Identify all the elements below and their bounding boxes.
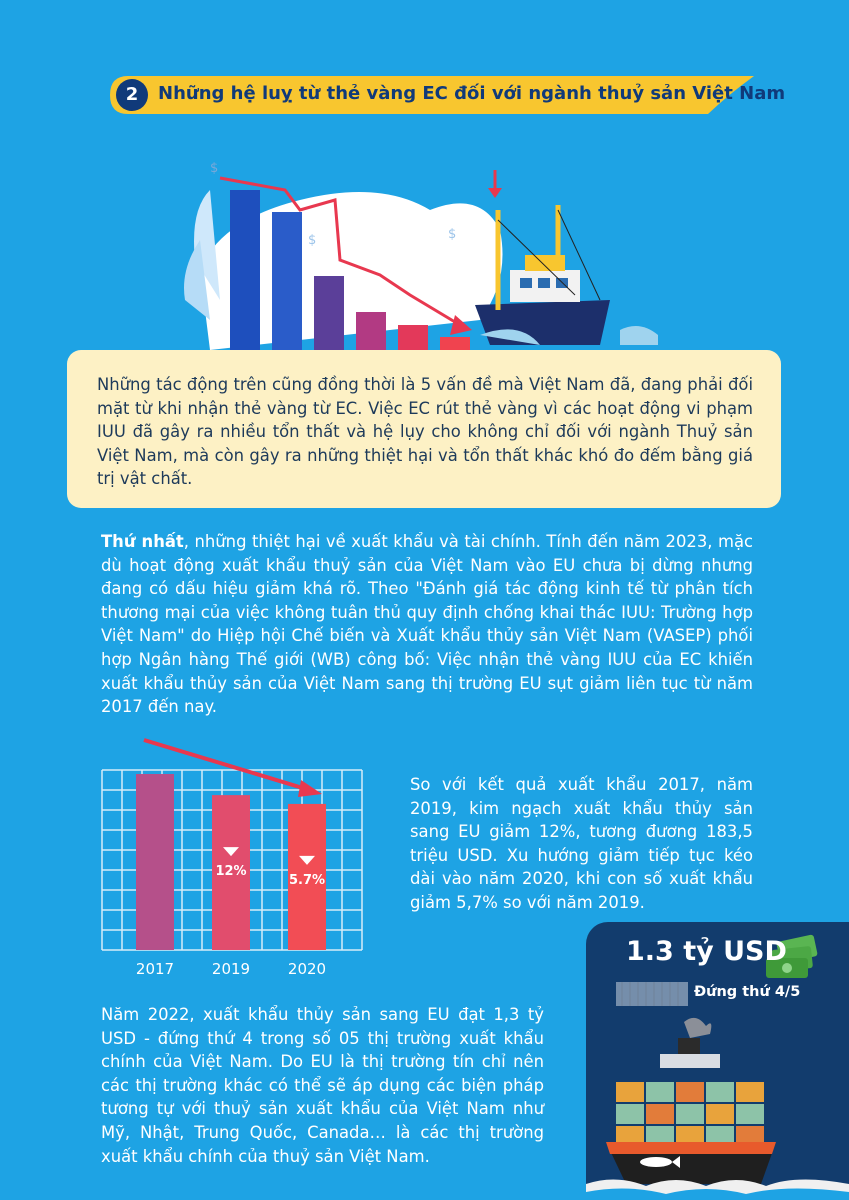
- market-rank: Đứng thứ 4/5: [694, 984, 801, 1000]
- export-highlight-panel: [586, 922, 849, 1200]
- chart-tick-label: 2020: [287, 960, 327, 978]
- illus-bar: [440, 337, 470, 350]
- export-value: 1.3 tỷ USD: [626, 936, 787, 967]
- section-number: 2: [116, 79, 148, 111]
- section-title: Những hệ luỵ từ thẻ vàng EC đối với ngành thuỷ sản Việt Nam: [158, 83, 786, 104]
- section-banner: [108, 74, 786, 116]
- illus-bar: [398, 325, 428, 350]
- chart-tick-label: 2019: [211, 960, 251, 978]
- svg-text:$: $: [210, 161, 219, 176]
- export-bar-chart: [96, 734, 366, 984]
- chart-data-label: 5.7%: [288, 872, 326, 888]
- intro-text: Những tác động trên cũng đồng thời là 5 vấn đề mà Việt Nam đã, đang phải đối mặt từ khi nhận thẻ vàng từ EC. Việc EC rút thẻ vàng vì các hoạt động vi phạm IUU đã gây ra nhiều tổn thất và hệ lụy cho không chỉ đối với ngành Thuỷ sản Việt Nam, mà còn gây ra những thiệt hại và tổn thất khác khó đo đếm bằng giá trị vật chất.: [97, 375, 753, 488]
- intro-box: [67, 350, 781, 508]
- paragraph-first-impact: [101, 530, 753, 719]
- chart-tick-labels: [136, 960, 326, 978]
- chart-data-label: 12%: [215, 864, 247, 880]
- paragraph-body: , những thiệt hại về xuất khẩu và tài chính. Tính đến năm 2023, mặc dù hoạt động xuất khẩu thuỷ sản của Việt Nam vào EU chưa bị dừng nhưng đang có dấu hiệu giảm khá rõ. Theo "Đánh giá tác động kinh tế từ phân tích thương mại của việc không tuân thủ quy định chống khai thác IUU: Trường hợp Việt Nam" do Hiệp hội Chế biến và Xuất khẩu thủy sản Việt Nam (VASEP) phối hợp Ngân hàng Thế giới (WB) công bố: Việc nhận thẻ vàng IUU của EC khiến xuất khẩu thủy sản của Việt Nam sang thị trường EU sụt giảm liên tục từ năm 2017 đến nay.: [101, 532, 753, 717]
- illus-bar: [272, 212, 302, 350]
- chart-tick-label: 2017: [135, 960, 175, 978]
- paragraph-2022-export: Năm 2022, xuất khẩu thủy sản sang EU đạt 1,3 tỷ USD - đứng thứ 4 trong số 05 thị trường xuất khẩu chính của Việt Nam. Do EU là thị trường tín chỉ nên các thị trường khác có thể sẽ áp dụng các biện pháp tương tự với thuỷ sản xuất khẩu của Việt Nam như Mỹ, Nhật, Trung Quốc, Canada… là các thị trường xuất khẩu chính của thuỷ sản Việt Nam.: [101, 1005, 544, 1166]
- illus-bar: [314, 276, 344, 350]
- fishing-boat-icon: [475, 205, 658, 345]
- paragraph-decline-detail: So với kết quả xuất khẩu 2017, năm 2019, kim ngạch xuất khẩu thủy sản sang EU giảm 12%, tương đương 183,5 triệu USD. Xu hướng giảm tiếp tục kéo dài vào năm 2020, khi con số xuất khẩu giảm 5,7% so với năm 2019.: [410, 775, 753, 912]
- chart-bar-2017: [136, 774, 174, 950]
- svg-text:$: $: [448, 227, 457, 242]
- paragraph-lead: Thứ nhất: [101, 532, 184, 551]
- illus-bar: [230, 190, 260, 350]
- decline-illustration: [180, 150, 660, 350]
- illus-bar: [356, 312, 386, 350]
- chart-bars: [136, 774, 326, 950]
- svg-text:$: $: [308, 233, 317, 248]
